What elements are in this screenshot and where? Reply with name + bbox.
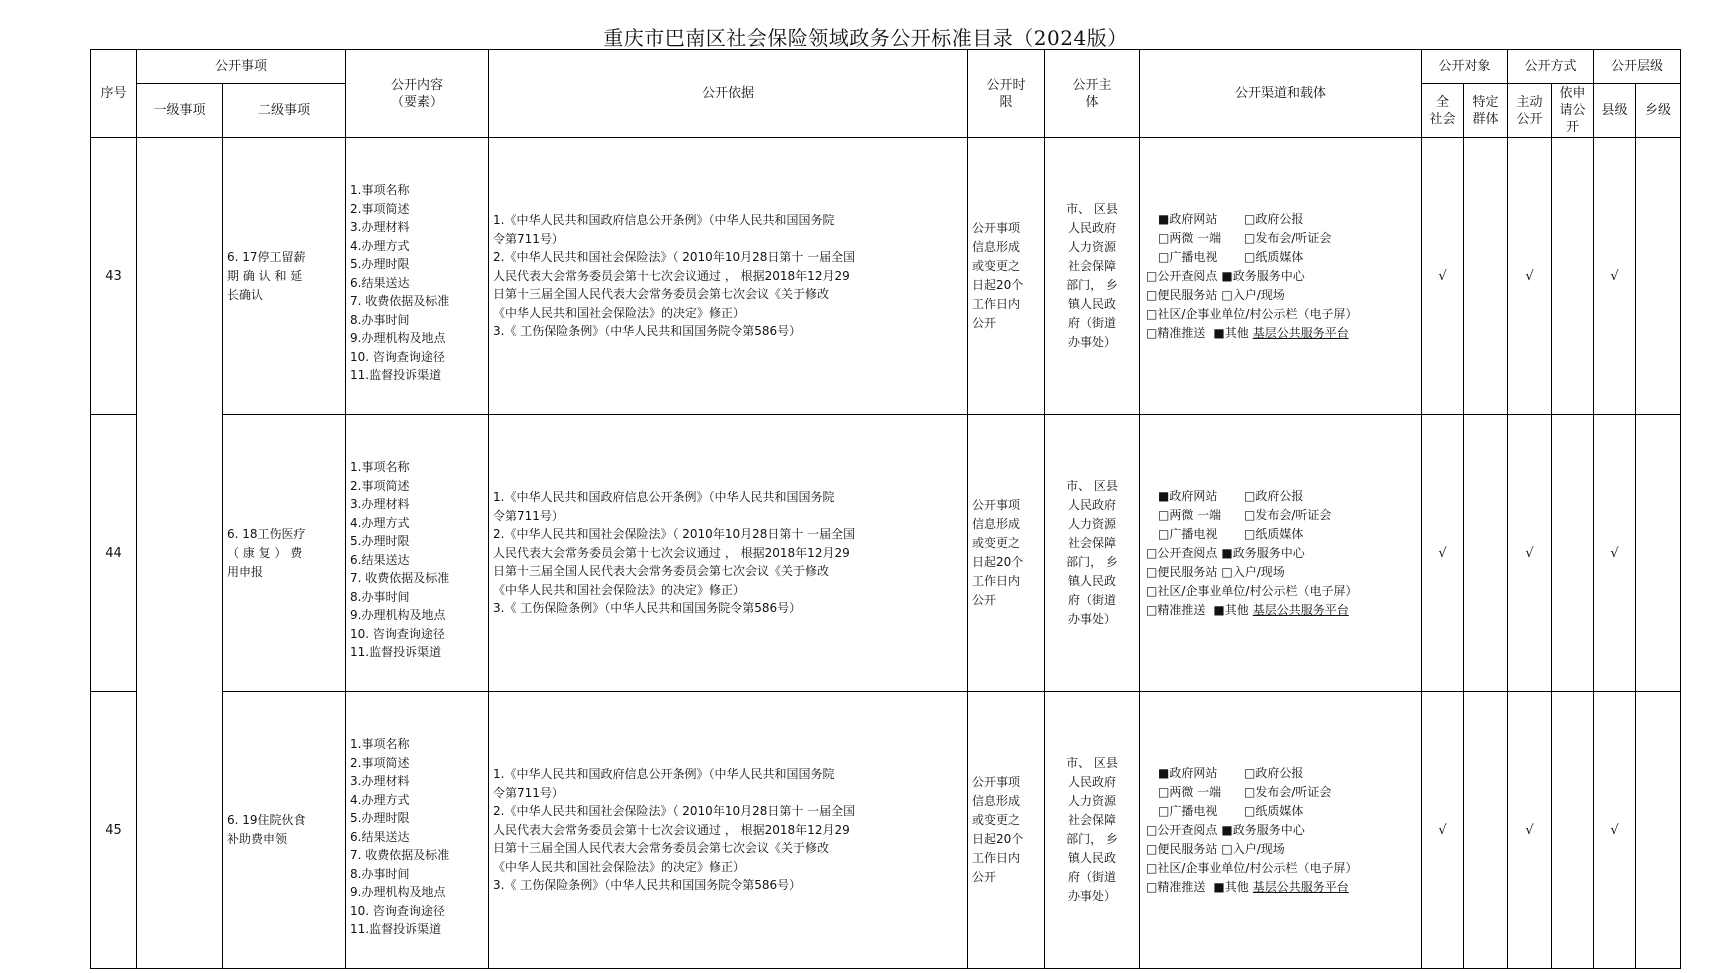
content-item: 4.办理方式 bbox=[350, 792, 410, 807]
channel-board: □社区/企事业单位/村公示栏（电子屏） bbox=[1146, 583, 1358, 598]
target-group-cell bbox=[1464, 138, 1508, 415]
channel-tv: □广播电视 bbox=[1158, 526, 1218, 541]
mode-request-cell bbox=[1552, 138, 1594, 415]
basis-line: 《中华人民共和国社会保险法》的决定》修正） bbox=[493, 582, 746, 597]
channel-gov-site: ■政府网站 bbox=[1158, 211, 1218, 226]
channel-push: □精准推送 bbox=[1146, 325, 1206, 340]
tier-town-cell bbox=[1636, 692, 1681, 969]
deadline-cell: 公开事项 信息形成 或变更之 日起20个 工作日内 公开 bbox=[968, 138, 1045, 415]
basis-line: 《中华人民共和国社会保险法》的决定》修正） bbox=[493, 859, 746, 874]
channel-other-text: 基层公共服务平台 bbox=[1252, 879, 1349, 894]
content-item: 6.结果送达 bbox=[350, 829, 410, 844]
channel-push: □精准推送 bbox=[1146, 602, 1206, 617]
channels-cell bbox=[1140, 138, 1422, 415]
subject-cell: 市、 区县 人民政府 人力资源 社会保障 部门， 乡 镇人民政 府（街道 办事处） bbox=[1045, 692, 1140, 969]
seq-cell: 43 bbox=[91, 138, 137, 415]
level2-cell: 6. 19住院伙食 补助费申领 bbox=[223, 692, 346, 969]
channels-cell bbox=[1140, 692, 1422, 969]
header-tier-town: 乡级 bbox=[1636, 84, 1681, 138]
target-group-cell bbox=[1464, 692, 1508, 969]
channels-cell bbox=[1140, 415, 1422, 692]
basis-cell bbox=[489, 415, 968, 692]
basis-line: 日第十三届全国人民代表大会常务委员会第七次会议《关于修改 bbox=[493, 841, 830, 856]
deadline-cell: 公开事项 信息形成 或变更之 日起20个 工作日内 公开 bbox=[968, 415, 1045, 692]
basis-cell bbox=[489, 692, 968, 969]
target-all-cell: √ bbox=[1422, 415, 1464, 692]
content-list bbox=[346, 692, 489, 969]
header-deadline: 公开时 限 bbox=[968, 50, 1045, 138]
channel-service-station: □便民服务站 bbox=[1146, 564, 1218, 579]
channel-print: □纸质媒体 bbox=[1244, 526, 1304, 541]
channel-other: ■其他 bbox=[1213, 879, 1249, 894]
table-row bbox=[91, 138, 1681, 415]
content-item: 2.事项简述 bbox=[350, 201, 410, 216]
tier-town-cell bbox=[1636, 138, 1681, 415]
content-item: 1.事项名称 bbox=[350, 737, 410, 752]
basis-line: 3.《 工伤保险条例》（中华人民共和国国务院令第586号） bbox=[493, 601, 802, 616]
channel-press: □发布会/听证会 bbox=[1244, 784, 1332, 799]
basis-line: 1.《中华人民共和国政府信息公开条例》（中华人民共和国国务院 bbox=[493, 490, 835, 505]
channel-board: □社区/企事业单位/村公示栏（电子屏） bbox=[1146, 860, 1358, 875]
basis-line: 1.《中华人民共和国政府信息公开条例》（中华人民共和国国务院 bbox=[493, 767, 835, 782]
header-mode-active: 主动 公开 bbox=[1508, 84, 1552, 138]
channel-other-text: 基层公共服务平台 bbox=[1252, 602, 1349, 617]
channel-gov-gazette: □政府公报 bbox=[1244, 211, 1304, 226]
mode-active-cell: √ bbox=[1508, 415, 1552, 692]
channel-tv: □广播电视 bbox=[1158, 249, 1218, 264]
basis-line: 日第十三届全国人民代表大会常务委员会第七次会议《关于修改 bbox=[493, 564, 830, 579]
channel-service-station: □便民服务站 bbox=[1146, 841, 1218, 856]
mode-request-cell bbox=[1552, 415, 1594, 692]
channel-gov-gazette: □政府公报 bbox=[1244, 488, 1304, 503]
mode-active-cell: √ bbox=[1508, 138, 1552, 415]
channel-gov-site: ■政府网站 bbox=[1158, 765, 1218, 780]
channel-press: □发布会/听证会 bbox=[1244, 230, 1332, 245]
channel-service-center: ■政务服务中心 bbox=[1221, 268, 1305, 283]
content-item: 8.办事时间 bbox=[350, 866, 410, 881]
header-level1: 一级事项 bbox=[137, 84, 223, 138]
channel-service-center: ■政务服务中心 bbox=[1221, 822, 1305, 837]
table-header bbox=[91, 50, 1681, 138]
document-title: 重庆市巴南区社会保险领域政务公开标准目录（2024版） bbox=[603, 26, 1128, 50]
basis-line: 2.《中华人民共和国社会保险法》（ 2010年10月28日第十 一届全国 bbox=[493, 527, 856, 542]
basis-cell bbox=[489, 138, 968, 415]
content-item: 8.办事时间 bbox=[350, 312, 410, 327]
content-item: 10. 咨询查询途径 bbox=[350, 626, 445, 641]
channel-two-micro: □两微 一端 bbox=[1158, 784, 1222, 799]
header-tier: 公开层级 bbox=[1594, 50, 1681, 84]
content-item: 9.办理机构及地点 bbox=[350, 608, 446, 623]
content-item: 5.办理时限 bbox=[350, 257, 410, 272]
header-mode-request: 依申 请公 开 bbox=[1552, 84, 1594, 138]
header-channels: 公开渠道和载体 bbox=[1140, 50, 1422, 138]
content-item: 11.监督投诉渠道 bbox=[350, 922, 442, 937]
channel-query-room: □公开查阅点 bbox=[1146, 268, 1218, 283]
target-group-cell bbox=[1464, 415, 1508, 692]
basis-line: 3.《 工伤保险条例》（中华人民共和国国务院令第586号） bbox=[493, 324, 802, 339]
header-subject: 公开主 体 bbox=[1045, 50, 1140, 138]
content-item: 10. 咨询查询途径 bbox=[350, 349, 445, 364]
content-item: 3.办理材料 bbox=[350, 774, 410, 789]
content-list bbox=[346, 415, 489, 692]
content-item: 7. 收费依据及标准 bbox=[350, 571, 450, 586]
header-target: 公开对象 bbox=[1422, 50, 1508, 84]
channel-two-micro: □两微 一端 bbox=[1158, 507, 1222, 522]
channel-gov-gazette: □政府公报 bbox=[1244, 765, 1304, 780]
header-seq: 序号 bbox=[91, 50, 137, 138]
content-item: 8.办事时间 bbox=[350, 589, 410, 604]
basis-line: 1.《中华人民共和国政府信息公开条例》（中华人民共和国国务院 bbox=[493, 213, 835, 228]
basis-line: 人民代表大会常务委员会第十七次会议通过 ， 根据2018年12月29 bbox=[493, 545, 850, 560]
channel-press: □发布会/听证会 bbox=[1244, 507, 1332, 522]
header-items: 公开事项 bbox=[137, 50, 346, 84]
header-content: 公开内容 （要素） bbox=[346, 50, 489, 138]
deadline-cell: 公开事项 信息形成 或变更之 日起20个 工作日内 公开 bbox=[968, 692, 1045, 969]
content-item: 7. 收费依据及标准 bbox=[350, 294, 450, 309]
channel-service-center: ■政务服务中心 bbox=[1221, 545, 1305, 560]
content-item: 6.结果送达 bbox=[350, 552, 410, 567]
content-item: 10. 咨询查询途径 bbox=[350, 903, 445, 918]
basis-line: 令第711号） bbox=[493, 785, 564, 800]
content-item: 2.事项简述 bbox=[350, 478, 410, 493]
content-item: 5.办理时限 bbox=[350, 534, 410, 549]
tier-county-cell: √ bbox=[1594, 415, 1636, 692]
channel-board: □社区/企事业单位/村公示栏（电子屏） bbox=[1146, 306, 1358, 321]
level2-cell: 6. 18工伤医疗 （ 康 复 ） 费 用申报 bbox=[223, 415, 346, 692]
header-target-group: 特定 群体 bbox=[1464, 84, 1508, 138]
seq-cell: 45 bbox=[91, 692, 137, 969]
content-item: 6.结果送达 bbox=[350, 275, 410, 290]
header-mode: 公开方式 bbox=[1508, 50, 1594, 84]
content-item: 9.办理机构及地点 bbox=[350, 331, 446, 346]
catalog-table bbox=[90, 49, 1681, 969]
channel-query-room: □公开查阅点 bbox=[1146, 545, 1218, 560]
target-all-cell: √ bbox=[1422, 692, 1464, 969]
mode-request-cell bbox=[1552, 692, 1594, 969]
basis-line: 《中华人民共和国社会保险法》的决定》修正） bbox=[493, 305, 746, 320]
content-item: 1.事项名称 bbox=[350, 460, 410, 475]
level2-cell: 6. 17停工留薪 期 确 认 和 延 长确认 bbox=[223, 138, 346, 415]
channel-service-station: □便民服务站 bbox=[1146, 287, 1218, 302]
channel-query-room: □公开查阅点 bbox=[1146, 822, 1218, 837]
channel-other: ■其他 bbox=[1213, 325, 1249, 340]
basis-line: 令第711号） bbox=[493, 231, 564, 246]
content-item: 11.监督投诉渠道 bbox=[350, 645, 442, 660]
channel-visit: □入户/现场 bbox=[1221, 841, 1285, 856]
channel-visit: □入户/现场 bbox=[1221, 287, 1285, 302]
content-item: 1.事项名称 bbox=[350, 183, 410, 198]
channel-print: □纸质媒体 bbox=[1244, 803, 1304, 818]
mode-active-cell: √ bbox=[1508, 692, 1552, 969]
basis-line: 3.《 工伤保险条例》（中华人民共和国国务院令第586号） bbox=[493, 878, 802, 893]
tier-county-cell: √ bbox=[1594, 138, 1636, 415]
subject-cell: 市、 区县 人民政府 人力资源 社会保障 部门， 乡 镇人民政 府（街道 办事处） bbox=[1045, 138, 1140, 415]
header-level2: 二级事项 bbox=[223, 84, 346, 138]
channel-gov-site: ■政府网站 bbox=[1158, 488, 1218, 503]
tier-town-cell bbox=[1636, 415, 1681, 692]
content-item: 11.监督投诉渠道 bbox=[350, 368, 442, 383]
seq-cell: 44 bbox=[91, 415, 137, 692]
basis-line: 日第十三届全国人民代表大会常务委员会第七次会议《关于修改 bbox=[493, 287, 830, 302]
basis-line: 人民代表大会常务委员会第十七次会议通过 ， 根据2018年12月29 bbox=[493, 268, 850, 283]
table-body bbox=[91, 138, 1681, 969]
content-item: 9.办理机构及地点 bbox=[350, 885, 446, 900]
channel-push: □精准推送 bbox=[1146, 879, 1206, 894]
content-item: 4.办理方式 bbox=[350, 515, 410, 530]
channel-other: ■其他 bbox=[1213, 602, 1249, 617]
content-item: 4.办理方式 bbox=[350, 238, 410, 253]
table-row bbox=[91, 692, 1681, 969]
channel-two-micro: □两微 一端 bbox=[1158, 230, 1222, 245]
basis-line: 2.《中华人民共和国社会保险法》（ 2010年10月28日第十 一届全国 bbox=[493, 250, 856, 265]
channel-visit: □入户/现场 bbox=[1221, 564, 1285, 579]
basis-line: 人民代表大会常务委员会第十七次会议通过 ， 根据2018年12月29 bbox=[493, 822, 850, 837]
basis-line: 2.《中华人民共和国社会保险法》（ 2010年10月28日第十 一届全国 bbox=[493, 804, 856, 819]
channel-tv: □广播电视 bbox=[1158, 803, 1218, 818]
content-item: 3.办理材料 bbox=[350, 220, 410, 235]
tier-county-cell: √ bbox=[1594, 692, 1636, 969]
basis-line: 令第711号） bbox=[493, 508, 564, 523]
content-item: 3.办理材料 bbox=[350, 497, 410, 512]
header-tier-county: 县级 bbox=[1594, 84, 1636, 138]
header-basis: 公开依据 bbox=[489, 50, 968, 138]
content-item: 2.事项简述 bbox=[350, 755, 410, 770]
content-list bbox=[346, 138, 489, 415]
subject-cell: 市、 区县 人民政府 人力资源 社会保障 部门， 乡 镇人民政 府（街道 办事处） bbox=[1045, 415, 1140, 692]
content-item: 7. 收费依据及标准 bbox=[350, 848, 450, 863]
target-all-cell: √ bbox=[1422, 138, 1464, 415]
channel-print: □纸质媒体 bbox=[1244, 249, 1304, 264]
channel-other-text: 基层公共服务平台 bbox=[1252, 325, 1349, 340]
table-row bbox=[91, 415, 1681, 692]
level1-cell bbox=[137, 138, 223, 969]
header-target-all: 全 社会 bbox=[1422, 84, 1464, 138]
content-item: 5.办理时限 bbox=[350, 811, 410, 826]
